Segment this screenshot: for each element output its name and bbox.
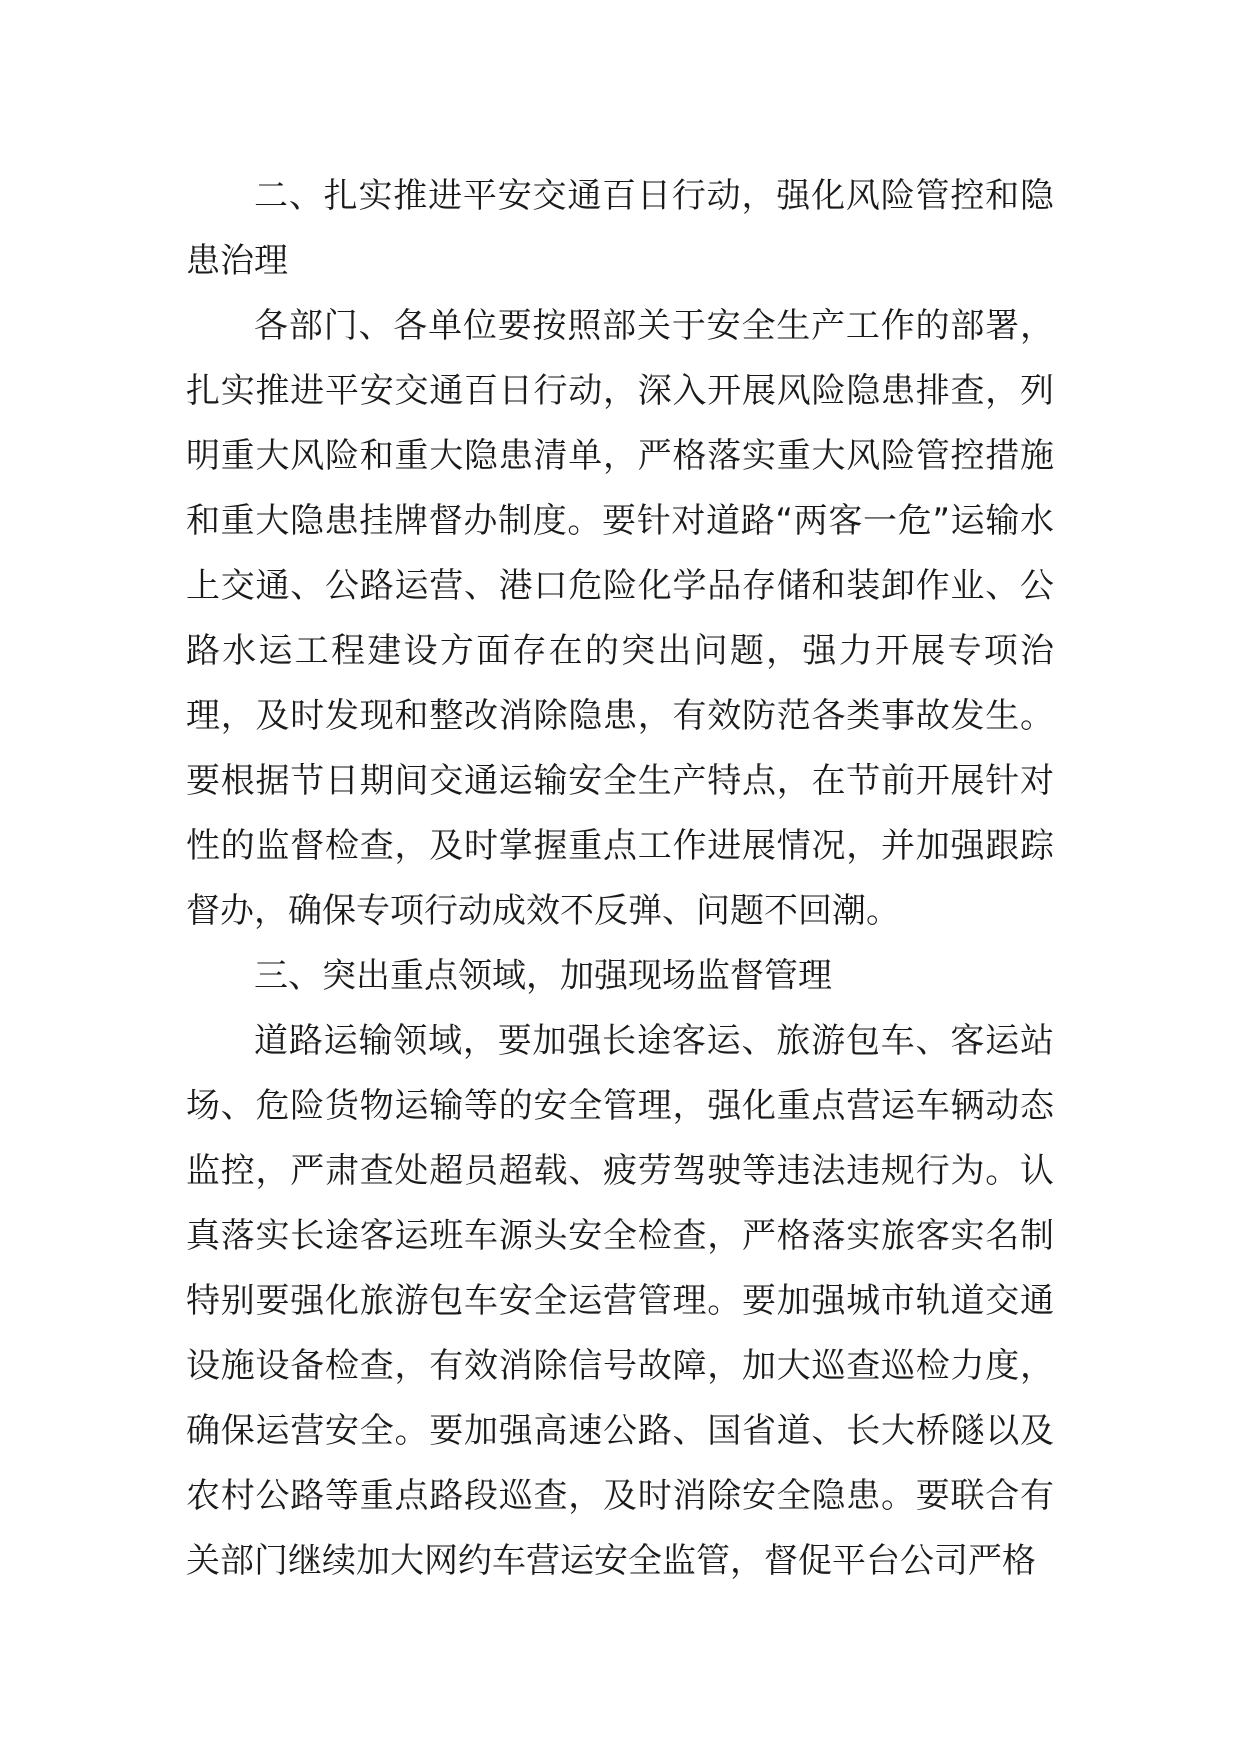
section-heading-2: 二、扎实推进平安交通百日行动，强化风险管控和隐患治理 bbox=[186, 176, 1054, 281]
body-paragraph-1: 各部门、各单位要按照部关于安全生产工作的部署，扎实推进平安交通百日行动，深入开展风险隐患排查，列明重大风险和重大隐患清单，严格落实重大风险管控措施和重大隐患挂牌督办制度。要针对道路“两客一危”运输水上交通、公路运营、港口危险化学品存储和装卸作业、公路水运工程建设方面存在的突出问题，强力开展专项治理，及时发现和整改消除隐患，有效防范各类事故发生。要根据节日期间交通运输安全生产特点，在节前开展针对性的监督检查，及时掌握重点工作进展情况，并加强跟踪督办，确保专项行动成效不反弹、问题不回潮。 bbox=[186, 306, 1054, 931]
document-body bbox=[186, 164, 1054, 1594]
section-heading-3: 三、突出重点领域，加强现场监督管理 bbox=[254, 956, 832, 996]
body-paragraph-2: 道路运输领域，要加强长途客运、旅游包车、客运站场、危险货物运输等的安全管理，强化重点营运车辆动态监控，严肃查处超员超载、疲劳驾驶等违法违规行为。认真落实长途客运班车源头安全检查，严格落实旅客实名制特别要强化旅游包车安全运营管理。要加强城市轨道交通设施设备检查，有效消除信号故障，加大巡查巡检力度，确保运营安全。要加强高速公路、国省道、长大桥隧以及农村公路等重点路段巡查，及时消除安全隐患。要联合有关部门继续加大网约车营运安全监管，督促平台公司严格 bbox=[186, 1021, 1054, 1581]
